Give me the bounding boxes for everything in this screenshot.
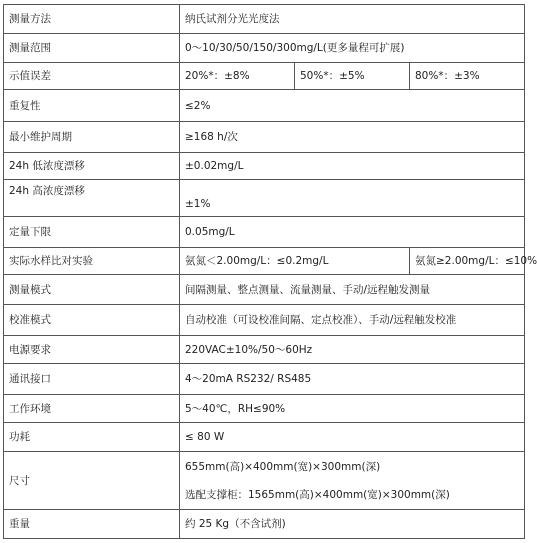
row-value-line: 选配支撑柜：1565mm(高)×400mm(宽)×300mm(深) [185,488,450,501]
table-row [4,122,525,153]
row-value [180,452,525,510]
row-label: 测量范围 [4,34,180,63]
row-label: 电源要求 [4,336,180,364]
row-value: 4～20mA RS232/ RS485 [180,364,525,395]
table-row [4,217,525,248]
row-label: 通讯接口 [4,364,180,395]
spec-table [3,4,537,539]
table-row [4,63,525,90]
row-label: 测量方法 [4,5,180,34]
row-label: 尺寸 [4,452,180,510]
table-row [4,336,525,364]
row-label: 校准模式 [4,305,180,336]
row-value: ±0.02mg/L [180,153,525,180]
table-row [4,5,525,34]
row-value: 纳氏试剂分光光度法 [180,5,525,34]
table-row [4,275,525,305]
table-row [4,305,525,336]
row-value: ≤ 80 W [180,423,525,452]
table-row [4,364,525,395]
row-value: ≥168 h/次 [180,122,525,153]
table-row [4,34,525,63]
row-label: 24h 低浓度漂移 [4,153,180,180]
row-label: 测量模式 [4,275,180,305]
row-value: 约 25 Kg（不含试剂) [180,510,525,539]
row-value: 间隔测量、整点测量、流量测量、手动/远程触发测量 [180,275,525,305]
table-row [4,423,525,452]
row-label: 重复性 [4,90,180,122]
table-row [4,90,525,122]
table-row [4,510,525,539]
row-value: 自动校准（可设校准间隔、定点校准）、手动/远程触发校准 [180,305,525,336]
row-value: 0～10/30/50/150/300mg/L(更多量程可扩展) [180,34,525,63]
row-label: 工作环境 [4,395,180,423]
row-value-part: 80%*：±3% [410,63,525,90]
row-value-line: 655mm(高)×400mm(宽)×300mm(深) [185,460,381,473]
row-label: 实际水样比对实验 [4,248,180,275]
row-value-part: 50%*：±5% [295,63,410,90]
row-value: ±1% [180,180,525,217]
row-value: 220VAC±10%/50～60Hz [180,336,525,364]
row-value: 0.05mg/L [180,217,525,248]
row-label: 最小维护周期 [4,122,180,153]
row-label: 功耗 [4,423,180,452]
row-label: 24h 高浓度漂移 [4,180,180,217]
table-row [4,153,525,180]
row-label: 示值误差 [4,63,180,90]
table-row [4,395,525,423]
table-row [4,248,525,275]
row-value-part: 氨氮＜2.00mg/L：≤0.2mg/L [180,248,410,275]
row-value-part: 20%*：±8% [180,63,295,90]
table-row [4,180,525,217]
row-value: 5～40℃，RH≤90% [180,395,525,423]
row-label: 重量 [4,510,180,539]
row-label: 定量下限 [4,217,180,248]
row-value-part: 氨氮≥2.00mg/L：≤10% [410,248,525,275]
table-row [4,452,525,510]
row-value: ≤2% [180,90,525,122]
